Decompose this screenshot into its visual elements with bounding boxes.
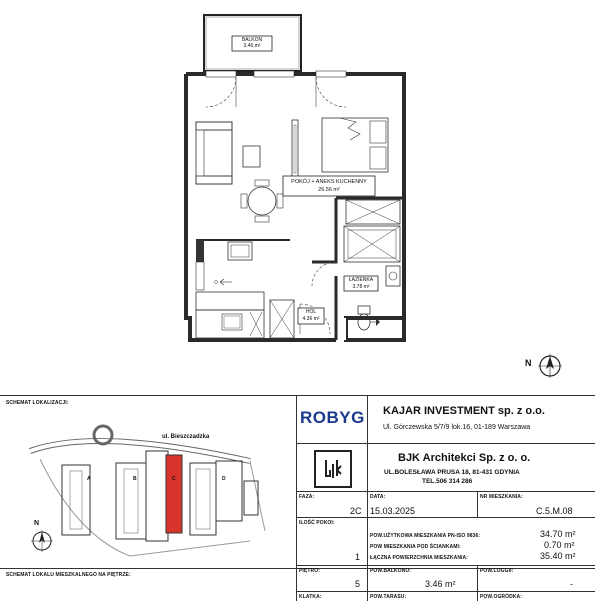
total-area-value: 35.40 m² bbox=[540, 551, 576, 561]
apartment-number-value: C.5.M.08 bbox=[536, 506, 573, 516]
room-label bbox=[283, 178, 375, 194]
usable-area-label: POW.UŻYTKOWA MIESZKANIA PN-ISO 9836: bbox=[370, 533, 481, 539]
loggia-area-value: - bbox=[570, 579, 573, 589]
balcony-name: BALKON bbox=[241, 37, 263, 43]
floor-label: PIĘTRO: bbox=[299, 568, 320, 574]
north-label: N bbox=[525, 358, 532, 368]
loggia-area-label: POW.LOGGII: bbox=[480, 568, 514, 574]
balcony-area: 3.46 m² bbox=[243, 43, 261, 49]
balcony-area-label: POW.BALKONU: bbox=[370, 568, 411, 574]
architect-name: BJK Architekci Sp. z o. o. bbox=[398, 452, 531, 464]
terrace-area-label: POW.TARASU: bbox=[370, 594, 407, 600]
sofa bbox=[196, 122, 232, 184]
usable-area-value: 34.70 m² bbox=[540, 529, 576, 539]
architect-address: UL.BOLESŁAWA PRUSA 18, 81-431 GDYNIA bbox=[384, 469, 520, 476]
building-a-label: A bbox=[87, 476, 91, 482]
bath-area: 3.78 m² bbox=[352, 283, 370, 290]
bed bbox=[322, 118, 388, 172]
hall-label bbox=[298, 309, 324, 323]
garden-area-label: POW.OGRÓDKA: bbox=[480, 594, 523, 600]
building-d-label: D bbox=[222, 476, 226, 482]
hall-name: HOL bbox=[305, 309, 317, 315]
location-north-label: N bbox=[34, 520, 40, 527]
building-c-label: C bbox=[172, 476, 176, 482]
date-label: DATA: bbox=[370, 494, 386, 500]
total-area-label: ŁĄCZNA POWIERZCHNIA MIESZKANIA: bbox=[370, 555, 468, 561]
info-block bbox=[0, 395, 595, 601]
room-name: POKÓJ + ANEKS KUCHENNY bbox=[291, 179, 367, 185]
robyg-logo: ROBYG bbox=[300, 408, 365, 427]
location-scheme-title: SCHEMAT LOKALIZACJI: bbox=[6, 400, 69, 406]
faza-value: 2C bbox=[350, 506, 362, 516]
architect-tel: TEL.506 314 286 bbox=[422, 478, 473, 485]
bath-name: ŁAZIENKA bbox=[348, 277, 374, 283]
hall-area: 4.36 m² bbox=[302, 316, 320, 322]
building-b-label: B bbox=[133, 476, 137, 482]
floor-scheme-title: SCHEMAT LOKALU MIESZKALNEGO NA PIĘTRZE: bbox=[6, 572, 131, 578]
street-label: ul. Bieszczadzka bbox=[162, 434, 210, 440]
date-value: 15.03.2025 bbox=[370, 506, 416, 516]
highlighted-building bbox=[166, 455, 182, 533]
rooms-value: 1 bbox=[355, 552, 361, 562]
under-wall-area-label: POW MIESZKANIA POD ŚCIANKAMI: bbox=[370, 544, 461, 550]
under-wall-area-value: 0.70 m² bbox=[544, 540, 575, 550]
balcony-label bbox=[232, 37, 272, 49]
apartment-number-label: NR MIESZKANIA: bbox=[480, 494, 523, 500]
room-area: 26.56 m² bbox=[318, 187, 340, 193]
bjk-logo bbox=[314, 450, 352, 488]
location-map bbox=[20, 411, 290, 571]
bath-label bbox=[344, 277, 378, 290]
investor-address: Ul. Górczewska 5/7/9 lok.16, 01-189 Warszawa bbox=[383, 424, 531, 431]
rooms-label: ILOŚĆ POKOI: bbox=[299, 520, 335, 526]
staircase-label: KLATKA: bbox=[299, 594, 322, 600]
balcony-area-value: 3.46 m² bbox=[425, 579, 456, 589]
investor-name: KAJAR INVESTMENT sp. z o.o. bbox=[383, 405, 545, 417]
faza-label: FAZA: bbox=[299, 494, 315, 500]
floor-value: 5 bbox=[355, 579, 361, 589]
bjk-logo-mark bbox=[316, 452, 350, 486]
dining-table bbox=[248, 187, 276, 215]
